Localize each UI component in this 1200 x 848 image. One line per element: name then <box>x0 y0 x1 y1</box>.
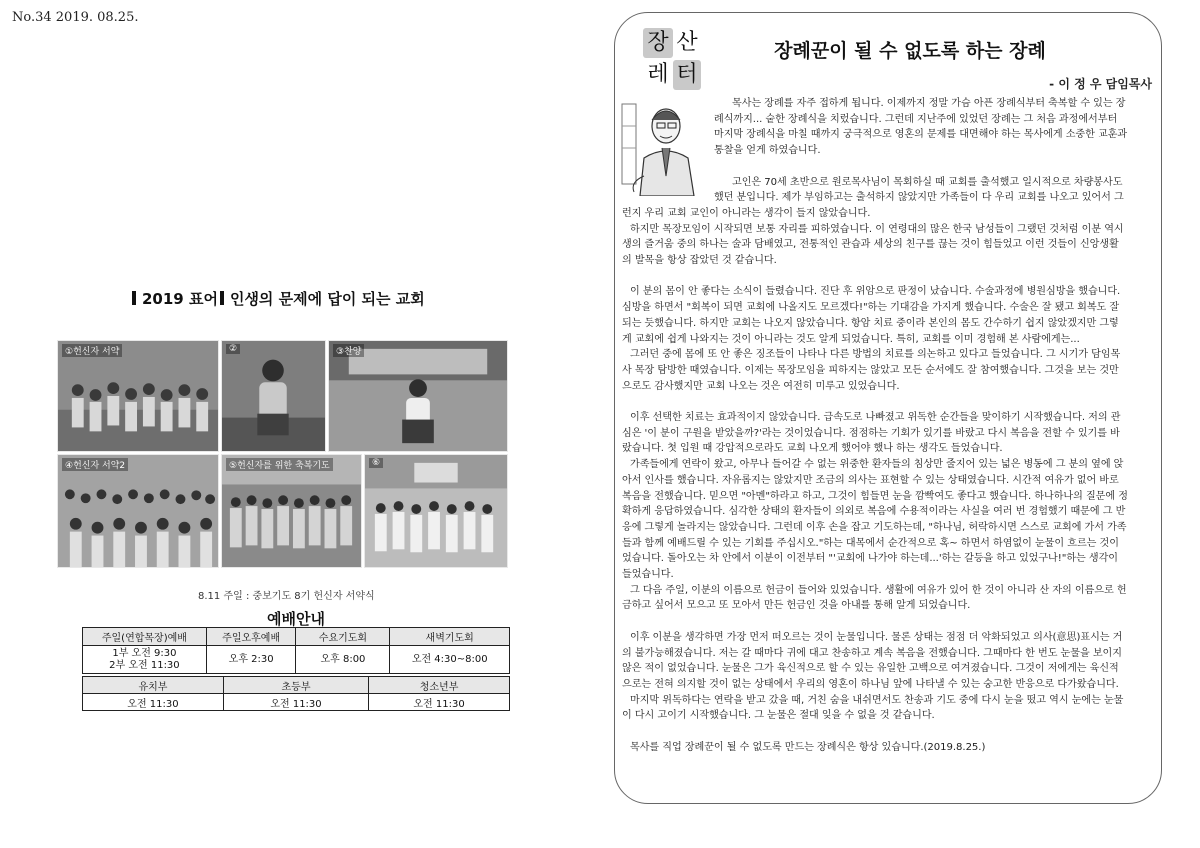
photo-5 <box>221 454 362 568</box>
article-paragraph: 이후 선택한 치료는 효과적이지 않았습니다. 급속도로 나빠졌고 위독한 순간들을 맞이하기 시작했습니다. 저의 관심은 '이 분이 구원을 받았을까?'라는 것이었습니다. 점점하는 기회가 있기를 바랐고 다시 복음을 전할 수 있기를 바랐습니다. 첫 입원 때 강압적으로라도 교회 나오게 했어야 했나 하는 생각도 들었습니다. <box>622 412 1121 455</box>
photo-2 <box>221 340 326 452</box>
badge-char: 터 <box>676 62 698 87</box>
article-paragraph: 이 분의 몸이 안 좋다는 소식이 들렸습니다. 진단 후 위암으로 판정이 났습니다. 수술과정에 병원심방을 했습니다. 심방을 하면서 "회복이 되면 교회에 나올지도 모르겠다!"하는 기대감을 가지게 했습니다. 수술은 잘 됐고 회복도 잘되는 듯했습니다. 하지만 교회는 나오지 않았습니다. 항암 치료 중이라 본인의 몸도 간수하기 쉽지 않았겠지만 그렇게 교회에 쉽게 나와지는 것이 아니라는 것도 알게 되었습니다. 특히, 교회를 이미 경험해 본 사람에게는... <box>622 286 1121 345</box>
motto-tag: 2019 표어 <box>142 290 218 308</box>
article-paragraph: 고인은 70세 초반으로 원로목사님이 목회하실 때 교회를 출석했고 일시적으로 차량봉사도 했던 분입니다. 제가 부임하고는 출석하지 않았지만 가족들이 다 우리 교회를 나오고 있어서 그런지 우리 교회 교인이 아니라는 생각이 들지 않았습니다. <box>622 176 1124 219</box>
article-paragraph: 가족들에게 연락이 왔고, 아무나 들어갈 수 없는 위중한 환자들의 침상만 줄지어 있는 넓은 병동에 그 분의 옆에 앉아서 인사를 했습니다. 자유롭지는 않았지만 조금의 의사는 표현할 수 있는 상태였습니다. 시간적 여유가 없어 바로 복음을 전했습니다. 믿으면 "아멘"하라고 하고, 그것이 힘들면 눈을 깜빡여도 좋다고 했습니다. 하나하나의 질문에 정확하게 응답하였습니다. 심각한 상태의 환자들이 의외로 복음에 수용적이라는 사실을 여러 번 경험했기 때문에 그 반응에 그렇게 놀라지는 않았습니다. 그런데 이후 손을 잡고 기도하는데, "하나님, 허락하시면 스스로 교회에 가서 가족들과 함께 예배드릴 수 있는 기회를 주십시오."하는 대목에서 순간적으로 혹~ 하면서 하염없이 눈물이 흐르는 것이었습니다. 돌아오는 차 안에서 이분이 이전부터 "'교회에 나가야 하는데...'하는 갈등을 하고 있었구나!"하는 생각이 들었습니다. <box>622 459 1128 581</box>
photo-caption-1: ①헌신자 서약 <box>62 344 122 357</box>
paragraph-gap <box>622 724 1128 740</box>
photo-3 <box>328 340 508 452</box>
photo-caption-4: ④헌신자 서약2 <box>62 458 128 471</box>
department-value: 오전 11:30 <box>83 694 224 711</box>
schedule-header: 새벽기도회 <box>390 628 510 646</box>
article-author: - 이 정 우 담임목사 <box>1049 77 1152 91</box>
schedule-value: 오후 8:00 <box>296 646 390 674</box>
schedule-header: 수요기도회 <box>296 628 390 646</box>
department-table <box>82 676 510 711</box>
department-header: 청소년부 <box>369 677 510 694</box>
badge-char: 레 <box>647 62 669 87</box>
badge-char: 장 <box>647 30 669 55</box>
photo-6 <box>364 454 508 568</box>
paragraph-gap <box>622 394 1128 410</box>
article-paragraph: 하지만 목장모임이 시작되면 보통 자리를 피하였습니다. 이 연령대의 많은 한국 남성들이 그랬던 것처럼 이분 역시 생의 즐거움 중의 하나는 술과 담배였고, 전통적인 관습과 세상의 친구를 끊는 것이 힘들었고 이런 것들이 신앙생활의 발목을 항상 잡았던 것 같습니다. <box>622 223 1124 267</box>
schedule-value: 오전 4:30~8:00 <box>390 646 510 674</box>
photo-caption-5: ⑤헌신자를 위한 축복기도 <box>226 458 333 471</box>
article-paragraph: 이후 이분을 생각하면 가장 먼저 떠오르는 것이 눈물입니다. 물론 상태는 점점 더 악화되었고 의사(意思)표시는 거의 불가능해졌습니다. 저는 갈 때마다 귀에 대고 찬송하고 계속 복음을 전했습니다. 그때마다 한 번도 눈물을 보이지 않은 적이 없었습니다. 눈물은 그가 육신적으로 할 수 있는 유일한 고백으로 여겨졌습니다. 그것이 저에게는 육신적으로는 전혀 의지할 것이 없는 상태에서 우리의 영혼이 하나님 앞에 나타낼 수 있는 숭고한 반응으로 다가왔습니다. <box>622 631 1123 690</box>
schedule-value: 1부 오전 9:30 2부 오전 11:30 <box>83 646 207 674</box>
article-paragraph: 그러던 중에 몸에 또 안 좋은 징조들이 나타나 다른 방법의 치료를 의논하고 있다고 들었습니다. 그 시기가 담임목사 목장 탐방한 때였습니다. 이제는 목장모임을 피하지는 않았고 모든 순서에도 잘 참여했습니다. 그것을 보는 것만으로도 감사했지만 교회 나오는 것은 여전히 미루고 있었습니다. <box>622 349 1121 392</box>
schedule-header: 주일오후예배 <box>206 628 296 646</box>
paragraph-gap <box>622 614 1128 630</box>
schedule-header: 주일(연합목장)예배 <box>83 628 207 646</box>
heading-bar-icon <box>220 291 224 305</box>
photo-1 <box>57 340 219 452</box>
photo-4 <box>57 454 219 568</box>
schedule-value: 오후 2:30 <box>206 646 296 674</box>
article-paragraph: 마지막 위독하다는 연락을 받고 갔을 때, 거친 숨을 내쉬면서도 찬송과 기도 중에 다시 눈을 떴고 역시 눈에는 눈물이 다시 고이기 시작했습니다. 그 눈물은 절대 잊을 수 없을 것 같습니다. <box>622 694 1124 722</box>
photo-caption-3: ③찬양 <box>333 344 364 357</box>
schedule-title: 예배안내 <box>267 610 325 628</box>
motto-heading <box>132 288 462 309</box>
badge-char: 산 <box>676 30 698 55</box>
article-title: 장례꾼이 될 수 없도록 하는 장례 <box>774 40 1046 62</box>
motto-text: 인생의 문제에 답이 되는 교회 <box>229 290 425 308</box>
article-paragraph: 그 다음 주일, 이분의 이름으로 헌금이 들어와 있었습니다. 생활에 여유가 있어 한 것이 아니라 산 자의 이름으로 헌금하고 싶어서 모으고 또 모아서 만든 헌금인 것을 아내를 통해 알게 되었습니다. <box>622 584 1127 612</box>
article-paragraph: 목사를 직업 장례꾼이 될 수 없도록 만드는 장례식은 항상 있습니다.(2019.8.25.) <box>630 741 986 753</box>
photo-collage <box>57 340 508 568</box>
schedule-table <box>82 627 510 674</box>
portrait-spacer <box>622 96 714 196</box>
heading-bar-icon <box>132 291 136 305</box>
photo-caption-6: ⑥ <box>369 458 383 468</box>
department-header: 초등부 <box>223 677 368 694</box>
department-value: 오전 11:30 <box>223 694 368 711</box>
department-header: 유치부 <box>83 677 224 694</box>
column-badge <box>643 28 701 90</box>
article-paragraph: 목사는 장례를 자주 접하게 됩니다. 이제까지 정말 가슴 아픈 장례식부터 축복할 수 있는 장례식까지... 숱한 장례식을 치렀습니다. 그런데 지난주에 있었던 장례는 그 처음 과정에서부터 마지막 장례식을 마칠 때까지 궁극적으로 영혼의 문제를 대면해야 하는 목사에게 소중한 교훈과 통찰을 얻게 하였습니다. <box>714 98 1128 157</box>
photo-caption: 8.11 주일 : 중보기도 8기 헌신자 서약식 <box>198 591 375 602</box>
paragraph-gap <box>622 269 1128 285</box>
photo-caption-2: ② <box>226 344 240 354</box>
article-body <box>622 96 1128 755</box>
department-value: 오전 11:30 <box>369 694 510 711</box>
issue-line: No.34 2019. 08.25. <box>12 10 139 25</box>
